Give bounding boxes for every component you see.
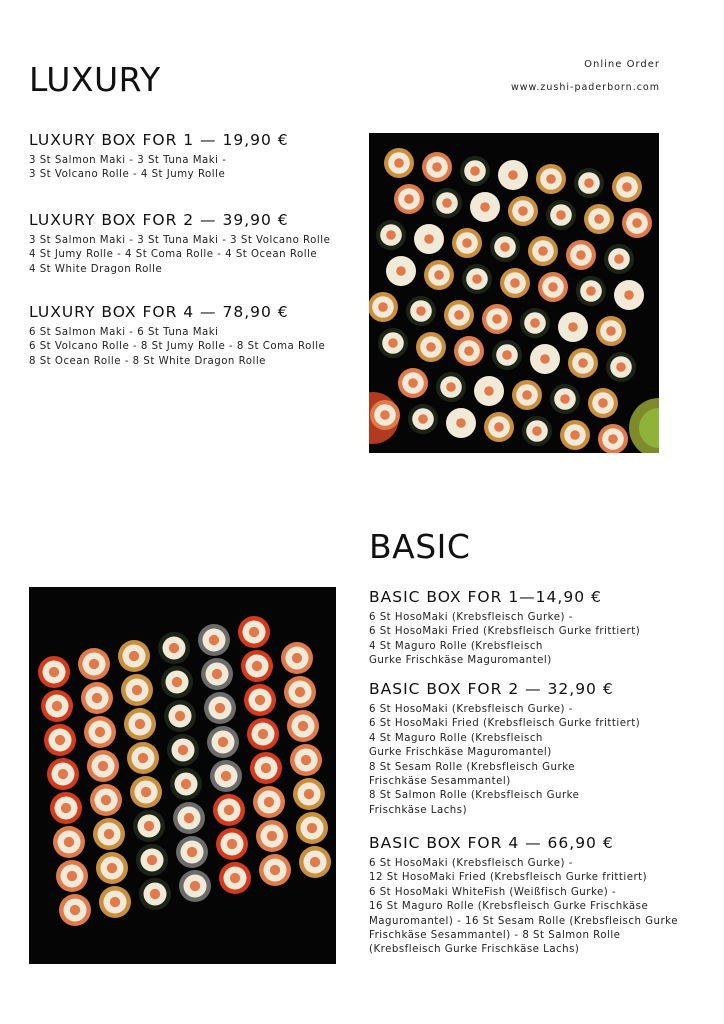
box-line: 6 St HosoMaki (Krebsfleisch Gurke) - [369,858,573,869]
box-title: BASIC BOX FOR 4 — 66,90 € [369,834,614,852]
basic-sushi-photo [29,587,336,964]
box-line: 12 St HosoMaki Fried (Krebsfleisch Gurke frittiert) [369,872,648,884]
box-line: 3 St Salmon Maki - 3 St Tuna Maki - [29,155,227,166]
box-contents [29,326,325,369]
online-order-label: Online Order [584,59,660,70]
box-line: 8 St Sesam Rolle (Krebsfleisch Gurke [369,761,576,773]
box-line: Frischkäse Sesammantel) [369,776,511,788]
box-line: 3 St Volcano Rolle - 4 St Jumy Rolle [29,169,226,181]
box-line: Gurke Frischkäse Maguromantel) [369,655,552,667]
box-contents [369,857,678,958]
box-line: 8 St Salmon Rolle (Krebsfleisch Gurke [369,790,580,802]
luxury-sushi-photo [369,133,659,453]
box-line: 6 St Volcano Rolle - 8 St Jumy Rolle - 8 St Coma Rolle [29,341,326,353]
box-line: 4 St Maguro Rolle (Krebsfleisch [369,640,543,652]
luxury-box-1 [29,131,289,183]
box-line: 6 St HosoMaki (Krebsfleisch Gurke) - [369,704,573,715]
box-line: 6 St HosoMaki Fried (Krebsfleisch Gurke frittiert) [369,626,641,638]
basic-box-1 [369,588,640,669]
basic-heading: BASIC [369,527,471,566]
box-line: 16 St Maguro Rolle (Krebsfleisch Gurke Frischkäse [369,901,649,913]
box-line: 8 St Ocean Rolle - 8 St White Dragon Rolle [29,355,266,367]
box-title: LUXURY BOX FOR 1 — 19,90 € [29,131,289,149]
basic-box-4 [369,834,678,958]
sushi-platter-illustration [369,133,659,453]
box-title: LUXURY BOX FOR 2 — 39,90 € [29,211,289,229]
box-line: Frischkäse Sesammantel) - 8 St Salmon Rolle [369,930,621,942]
box-contents [29,234,330,277]
box-line: 4 St Jumy Rolle - 4 St Coma Rolle - 4 St Ocean Rolle [29,249,318,261]
box-contents [369,611,640,669]
basic-box-2 [369,680,640,818]
website-link[interactable]: www.zushi-paderborn.com [510,82,660,93]
luxury-box-2 [29,211,330,277]
box-line: 3 St Salmon Maki - 3 St Tuna Maki - 3 St Volcano Rolle [29,235,331,246]
box-line: Gurke Frischkäse Maguromantel) [369,747,552,759]
box-line: Frischkäse Lachs) [369,804,468,816]
box-contents [29,154,289,183]
box-line: 6 St Salmon Maki - 6 St Tuna Maki [29,327,219,338]
box-line: 4 St White Dragon Rolle [29,263,163,275]
box-contents [369,703,640,818]
box-line: 4 St Maguro Rolle (Krebsfleisch [369,732,543,744]
box-line: 6 St HosoMaki (Krebsfleisch Gurke) - [369,612,573,623]
box-line: Maguromantel) - 16 St Sesam Rolle (Krebsfleisch Gurke [369,915,678,927]
box-title: LUXURY BOX FOR 4 — 78,90 € [29,303,289,321]
box-title: BASIC BOX FOR 2 — 32,90 € [369,680,614,698]
box-line: (Krebsfleisch Gurke Frischkäse Lachs) [369,944,580,956]
sushi-rolls-illustration [29,587,336,964]
luxury-heading: LUXURY [29,60,161,99]
luxury-box-4 [29,303,325,369]
box-title: BASIC BOX FOR 1—14,90 € [369,588,602,606]
box-line: 6 St HosoMaki WhiteFish (Weißfisch Gurke) - [369,886,617,898]
box-line: 6 St HosoMaki Fried (Krebsfleisch Gurke frittiert) [369,718,641,730]
